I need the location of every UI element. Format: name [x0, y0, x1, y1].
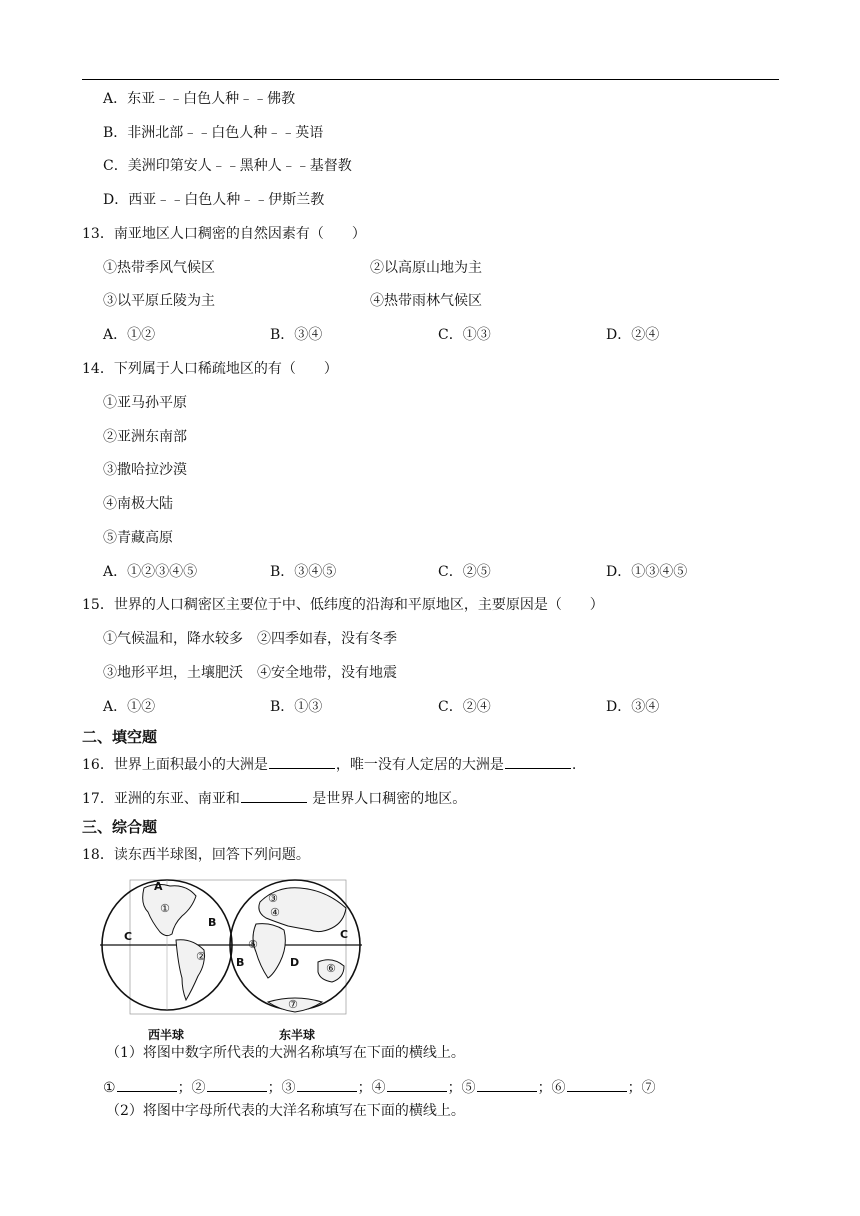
label-letter-c-west: C	[124, 930, 133, 943]
label-letter-c-east: C	[340, 928, 349, 941]
q18-sub1: （1）将图中数字所代表的大洲名称填写在下面的横线上。	[106, 1045, 465, 1061]
q18-blank-label-6: ；⑥	[537, 1080, 566, 1096]
east-hemisphere-caption: 东半球	[279, 1028, 316, 1042]
q12-option-d: D．西亚﹣﹣白色人种﹣﹣伊斯兰教	[103, 192, 325, 208]
q15-choice-a: A．①②	[103, 699, 156, 715]
q12-option-b: B．非洲北部﹣﹣白色人种﹣﹣英语	[103, 125, 324, 141]
label-number-7: ⑦	[288, 998, 298, 1011]
q15-choice-b: B．①③	[270, 699, 323, 715]
q17-text-2: 是世界人口稠密的地区。	[307, 791, 467, 807]
q12-option-a: A．东亚﹣﹣白色人种﹣﹣佛教	[103, 91, 296, 107]
q13-choice-d: D．②④	[606, 327, 660, 343]
q18-blank-1[interactable]	[117, 1077, 177, 1092]
q18-blank-5[interactable]	[477, 1077, 537, 1092]
q13-choice-b: B．③④	[270, 327, 323, 343]
q13-item-1: ①热带季风气候区	[103, 260, 215, 276]
south-america-shape	[176, 940, 204, 1000]
q18-blank-label-7: ；⑦	[627, 1080, 656, 1096]
label-number-1: ①	[160, 902, 170, 915]
q15-items-row2: ③地形平坦，土壤肥沃 ④安全地带，没有地震	[103, 665, 397, 681]
q18-blank-label-4: ；④	[357, 1080, 386, 1096]
label-letter-a: A	[154, 880, 163, 893]
q18-sub2: （2）将图中字母所代表的大洋名称填写在下面的横线上。	[106, 1103, 465, 1119]
q16-text-3: .	[571, 757, 577, 773]
q18-blank-6[interactable]	[567, 1077, 627, 1092]
q18-stem: 18．读东西半球图，回答下列问题。	[82, 847, 310, 863]
q13-choice-a: A．①②	[103, 327, 156, 343]
q18-blank-label-5: ；⑤	[447, 1080, 476, 1096]
q14-choice-d: D．①③④⑤	[606, 564, 688, 580]
q15-items-row1: ①气候温和，降水较多 ②四季如春，没有冬季	[103, 631, 397, 647]
q14-item-3: ③撒哈拉沙漠	[103, 462, 187, 478]
label-letter-b-east: B	[236, 956, 245, 969]
q15-stem: 15．世界的人口稠密区主要位于中、低纬度的沿海和平原地区，主要原因是（ ）	[82, 597, 604, 613]
q13-choice-c: C．①③	[438, 327, 491, 343]
q14-stem: 14．下列属于人口稀疏地区的有（ ）	[82, 361, 338, 377]
q18-blank-4[interactable]	[387, 1077, 447, 1092]
q14-item-1: ①亚马孙平原	[103, 395, 187, 411]
q18-blank-3[interactable]	[297, 1077, 357, 1092]
q13-item-4: ④热带雨林气候区	[370, 293, 482, 309]
q15-choice-c: C．②④	[438, 699, 491, 715]
label-number-6: ⑥	[326, 962, 336, 975]
label-letter-b-west: B	[208, 916, 217, 929]
label-number-3: ③	[268, 892, 278, 905]
q18-blank-2[interactable]	[207, 1077, 267, 1092]
label-number-2: ②	[196, 950, 206, 963]
q18-blanks-row	[103, 1077, 779, 1098]
section-comprehensive-title: 三、综合题	[82, 818, 158, 836]
label-number-5: ⑤	[248, 938, 258, 951]
q13-item-2: ②以高原山地为主	[370, 260, 482, 276]
label-letter-d: D	[290, 956, 300, 969]
q16-blank-1[interactable]	[269, 754, 335, 769]
q17-blank[interactable]	[241, 788, 307, 803]
q18-blank-label-1: ①	[103, 1080, 116, 1096]
q14-item-5: ⑤青藏高原	[103, 530, 173, 546]
section-fill-blank-title: 二、填空题	[82, 728, 158, 746]
q17-text-1: 17．亚洲的东亚、南亚和	[82, 791, 240, 807]
q16-blank-2[interactable]	[505, 754, 571, 769]
q17	[82, 788, 466, 809]
q14-choice-b: B．③④⑤	[270, 564, 337, 580]
q14-item-2: ②亚洲东南部	[103, 429, 187, 445]
q18-blank-label-2: ；②	[177, 1080, 206, 1096]
q13-item-3: ③以平原丘陵为主	[103, 293, 215, 309]
q16	[82, 754, 576, 775]
q16-text-2: ，唯一没有人定居的大洲是	[335, 757, 504, 773]
q15-choice-d: D．③④	[606, 699, 660, 715]
west-hemisphere-caption: 西半球	[148, 1028, 185, 1042]
q14-choice-c: C．②⑤	[438, 564, 491, 580]
q18-blank-label-3: ；③	[267, 1080, 296, 1096]
q12-option-c: C．美洲印第安人﹣﹣黑种人﹣﹣基督教	[103, 158, 352, 174]
q14-choice-a: A．①②③④⑤	[103, 564, 198, 580]
label-number-4: ④	[270, 906, 280, 919]
q16-text-1: 16．世界上面积最小的大洲是	[82, 757, 268, 773]
hemisphere-map	[100, 878, 362, 1024]
header-rule	[82, 79, 779, 80]
q14-item-4: ④南极大陆	[103, 496, 173, 512]
q13-stem: 13．南亚地区人口稠密的自然因素有（ ）	[82, 226, 366, 242]
